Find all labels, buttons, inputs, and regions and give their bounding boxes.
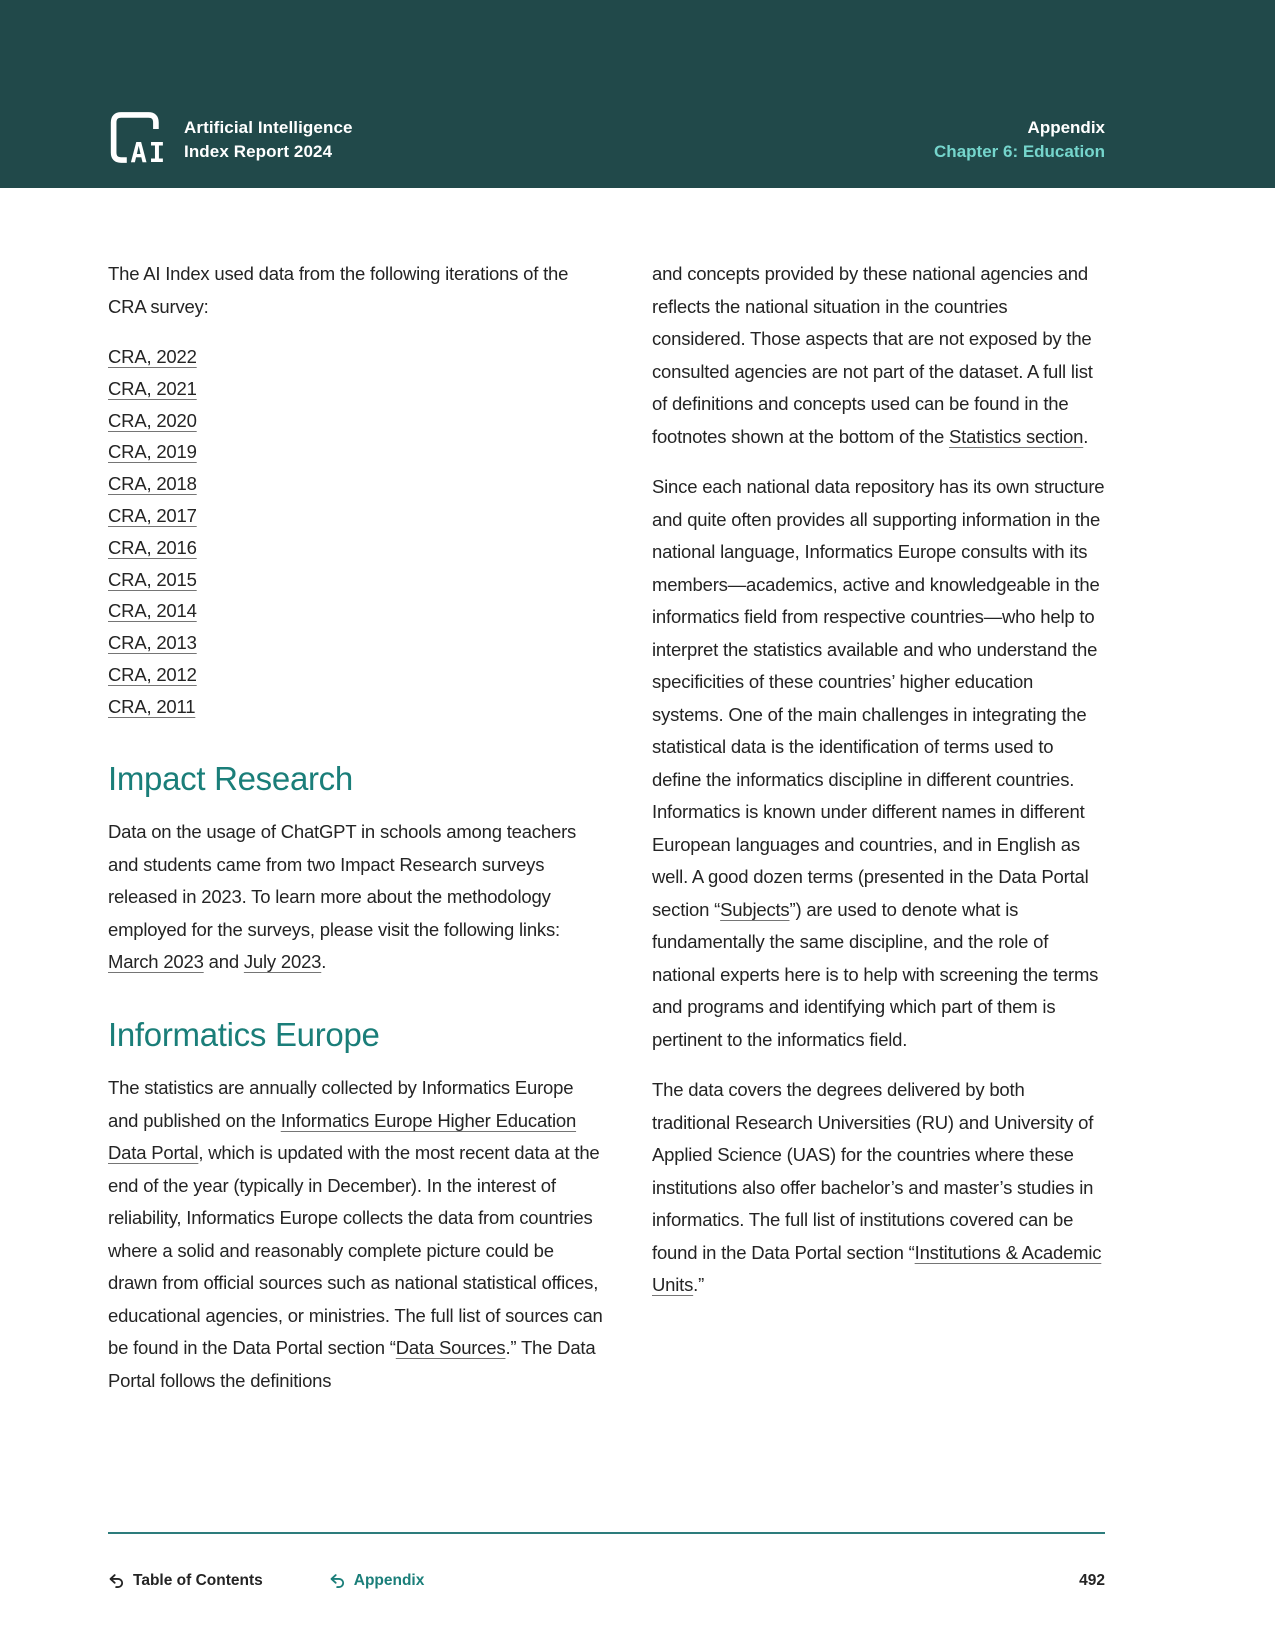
paragraph-text: . [321, 951, 327, 973]
paragraph-text: ”) are used to denote what is fundamentally the same discipline, and the role of national experts here is to help with screening the terms and programs and identifying which part of them is pertinent to the informatics field. [652, 898, 1099, 1050]
cra-link[interactable]: CRA, 2012 [108, 663, 197, 685]
paragraph-text: .” [693, 1274, 705, 1295]
cra-link[interactable]: CRA, 2020 [108, 409, 197, 431]
inline-link[interactable]: Data Sources [395, 1337, 506, 1359]
table-of-contents-link[interactable] [108, 1572, 263, 1590]
page-number: 492 [1079, 1572, 1105, 1589]
paragraph-text: , which is updated with the most recent data at the end of the year (typically in December). In the interest of reliability, Informatics Europe collects the data from countries where a solid and reasonably complete picture could be drawn from official sources such as national statistical offices, educational agencies, or ministries. The full list of sources can be found in the Data Portal section “ [108, 1142, 603, 1359]
left-column [108, 258, 604, 1415]
cra-list-row [108, 627, 604, 659]
cra-link[interactable]: CRA, 2014 [108, 600, 197, 622]
paragraph-text: Since each national data repository has its own structure and quite often provides all supporting information in the national language, Informatics Europe consults with its members—academics, active and knowledgeable in the informatics field from respective countries—who help to interpret the statistics available and who understand the specificities of these countries’ higher education systems. One of the main challenges in integrating the statistical data is the identification of terms used to define the informatics discipline in different countries. Informatics is known under different names in different European languages and countries, and in English as well. A good dozen terms (presented in the Data Portal section “ [652, 476, 1105, 920]
right-paragraph-2 [652, 471, 1105, 1056]
cra-link-list [108, 341, 604, 723]
brand-line2: Index Report 2024 [184, 142, 333, 161]
cra-list-row [108, 373, 604, 405]
right-column [652, 258, 1105, 1415]
cra-list-row [108, 564, 604, 596]
inline-link[interactable]: July 2023 [243, 951, 322, 973]
cra-link[interactable]: CRA, 2011 [108, 695, 196, 717]
paragraph-text: The data covers the degrees delivered by both traditional Research Universities (RU) and University of Applied Science (UAS) for the countries where these institutions also offer bachelor’s and master’s studies in informatics. The full list of institutions covered can be found in the Data Portal section “ [652, 1079, 1094, 1263]
logo-ai-text: AI [130, 137, 168, 166]
informatics-europe-paragraph [108, 1072, 604, 1397]
header-appendix-label: Appendix [1027, 118, 1105, 137]
footer [108, 1532, 1105, 1590]
cra-link[interactable]: CRA, 2022 [108, 346, 197, 367]
inline-link[interactable]: March 2023 [108, 951, 204, 973]
appendix-label: Appendix [353, 1572, 425, 1589]
cra-list-row [108, 532, 604, 564]
header-chapter-label: Chapter 6: Education [934, 142, 1105, 161]
section-heading-informatics-europe: Informatics Europe [108, 1015, 380, 1053]
inline-link[interactable]: Statistics section [949, 425, 1084, 447]
inline-link[interactable]: Informatics Europe Higher Education Data Portal [108, 1109, 577, 1164]
cra-link[interactable]: CRA, 2016 [108, 536, 197, 558]
inline-link[interactable]: Institutions & Academic Units [652, 1241, 1102, 1295]
cra-link[interactable]: CRA, 2019 [108, 441, 197, 463]
cra-list-row [108, 468, 604, 500]
header-band [0, 0, 1275, 188]
paragraph-text: . [1083, 425, 1089, 447]
cra-list-row [108, 659, 604, 691]
cra-link[interactable]: CRA, 2018 [108, 473, 197, 495]
cra-list-row [108, 341, 604, 373]
header-context [934, 116, 1105, 166]
paragraph-text: .” The Data Portal follows the definitions [108, 1337, 596, 1391]
footer-row [108, 1572, 1105, 1590]
cra-list-row [108, 595, 604, 627]
paragraph-text: and concepts provided by these national agencies and reflects the national situation in the countries considered. Those aspects that are not exposed by the consulted agencies are not part of the dataset. A full list of definitions and concepts used can be found in the footnotes shown at the bottom of the [652, 263, 1093, 447]
cra-link[interactable]: CRA, 2013 [108, 632, 197, 654]
paragraph-text: and [203, 951, 244, 973]
section-heading-impact-research: Impact Research [108, 759, 353, 797]
right-paragraph-1 [652, 258, 1105, 453]
cra-list-row [108, 691, 604, 723]
brand-text [184, 116, 353, 166]
brand-line1: Artificial Intelligence [184, 118, 353, 137]
ai-index-logo-icon [108, 109, 170, 166]
right-paragraph-3 [652, 1074, 1105, 1302]
impact-research-paragraph [108, 816, 604, 979]
appendix-link[interactable] [329, 1572, 425, 1590]
cra-list-row [108, 405, 604, 437]
cra-list-row [108, 436, 604, 468]
brand [108, 109, 353, 166]
return-arrow-icon [329, 1573, 345, 1589]
paragraph-text: The statistics are annually collected by Informatics Europe and published on the [108, 1077, 574, 1131]
table-of-contents-label: Table of Contents [133, 1572, 263, 1589]
page-content [0, 188, 1275, 1415]
cra-link[interactable]: CRA, 2021 [108, 377, 197, 399]
intro-paragraph: The AI Index used data from the following iterations of the CRA survey: [108, 263, 569, 317]
paragraph-text: Data on the usage of ChatGPT in schools among teachers and students came from two Impact Research surveys released in 2023. To learn more about the methodology employed for the surveys, please visit the following links: [108, 821, 577, 940]
cra-link[interactable]: CRA, 2015 [108, 568, 197, 590]
return-arrow-icon [108, 1573, 124, 1589]
cra-link[interactable]: CRA, 2017 [108, 504, 197, 526]
cra-list-row [108, 500, 604, 532]
inline-link[interactable]: Subjects [720, 898, 790, 920]
